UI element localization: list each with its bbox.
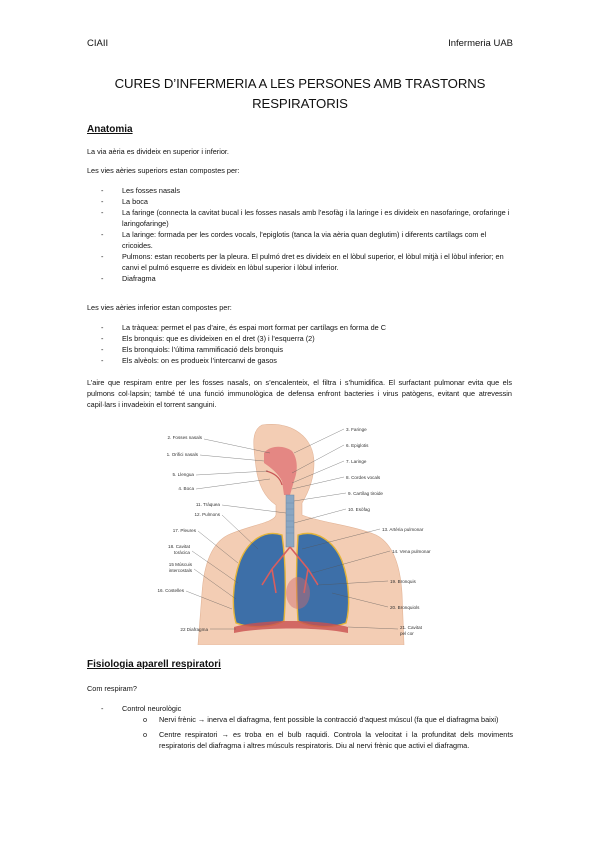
figure-label: intercostals [168,568,192,573]
figure-label: 11. Tràquea [195,502,220,507]
figure-label: pel cor [400,631,414,636]
page-title [60,74,540,114]
title-line-2: RESPIRATORIS [252,96,348,111]
section-heading-anatomia: Anatomia [87,124,133,135]
list-item: o Centre respiratori → es troba en el bulb raquidi. Controla la velocitat i la profunditat dels moviments respiratoris del diafragma i altres músculs respiratoris. Diu al nervi frènic que activi el diafragma. [87,729,513,751]
figure-label: 10. Esòfag [348,507,370,512]
figure-label: 7. Laringe [346,459,367,464]
figure-label: 8. Cordes vocals [346,475,381,480]
figure-label: 14. Vena pulmonar [392,549,431,554]
title-line-1: CURES D’INFERMERIA A LES PERSONES AMB TRASTORNS [114,76,486,91]
respiratory-anatomy-figure [152,423,450,645]
figure-label: 18. Cavitat [168,544,190,549]
heart-shape [286,577,310,609]
figure-label: 4. Boca [178,486,194,491]
anatomia-intro: La via aèria es divideix en superior i inferior. [87,147,229,156]
anatomia-paragraph: L’aire que respiram entre per les fosses nasals, on s’encalenteix, el filtra i s’humidifica. El surfactant pulmonar evita que els pulmons col·lapsin; també té una funció immunològica de defensa enfront bacteries i virus patògens, evitant que atrevessin capil·lars i invadeixin el torrent sanguini. [87,378,512,409]
list-item: - Les fosses nasals [87,185,513,196]
list-item: - La laringe: formada per les cordes vocals, l’epiglotis (tanca la via aèria quan deglutim) i diferents cartílags com el cricoides. [87,229,513,251]
figure-label: 12. Pulmons [194,512,220,517]
list-item: - Els bronquiols: l’última rammificació dels bronquis [87,344,513,355]
header-right: Infermeria UAB [448,38,513,49]
section-heading-fisiologia: Fisiologia aparell respiratori [87,659,221,670]
list-item: - La tràquea: permet el pas d’aire, és espai mort format per cartílags en forma de C [87,322,513,333]
list-item: - Els alvèols: on es produeix l’intercanvi de gasos [87,355,513,366]
figure-label: 19. Bronquis [390,579,416,584]
fisiologia-list [87,703,513,714]
list-item: - Els bronquis: que es divideixen en el dret (3) i l’esquerra (2) [87,333,513,344]
inferiors-list [87,322,513,366]
list-item: - Pulmons: estan recoberts per la pleura. El pulmó dret es divideix en el lòbul superior, el lòbul mitjà i el lòbul inferior; en canvi el pulmó esquerre es divideix en lòbul superior i lòbul inferior. [87,251,513,273]
figure-label: toràcica [173,550,190,555]
figure-label: 17. Pleures [172,528,196,533]
figure-label: 9. Cartílag tiroide [348,491,383,496]
list-item: - La faringe (connecta la cavitat bucal i les fosses nasals amb l’esofàg i la laringe i es divideix en nasofaringe, orofaringe i laringofaringe) [87,207,513,229]
list-item: o Nervi frènic → inerva el diafragma, fent possible la contracció d’aquest múscul (fa que el diafragma baixi) [87,714,513,725]
fisiologia-question: Com respiram? [87,684,137,693]
figure-label: 22 Diafragma [180,627,208,632]
figure-label: 3. Faringe [346,427,367,432]
inferiors-intro: Les vies aèries inferior estan compostes per: [87,303,232,312]
fisiologia-sublist [87,714,513,751]
list-item: - La boca [87,196,513,207]
list-item: - Diafragma [87,273,513,284]
figure-label: 21. Cavitat [400,625,422,630]
list-item: - Control neurològic [87,703,513,714]
superiors-intro: Les vies aèries superiors estan compostes per: [87,166,240,175]
figure-label: 2. Fosses nasals [167,435,202,440]
figure-label: 16. Costelles [157,588,184,593]
figure-label: 6. Epiglotis [346,443,369,448]
figure-label: 15 Múscuis [168,562,192,567]
figure-label: 20. Bronquiols [390,605,420,610]
superiors-list [87,185,513,284]
figure-label: 5. Llengua [172,472,194,477]
header-left: CIAII [87,38,109,49]
figure-label: 1. Orifici nasals [166,452,198,457]
figure-label: 13. Artèria pulmonar [382,527,424,532]
